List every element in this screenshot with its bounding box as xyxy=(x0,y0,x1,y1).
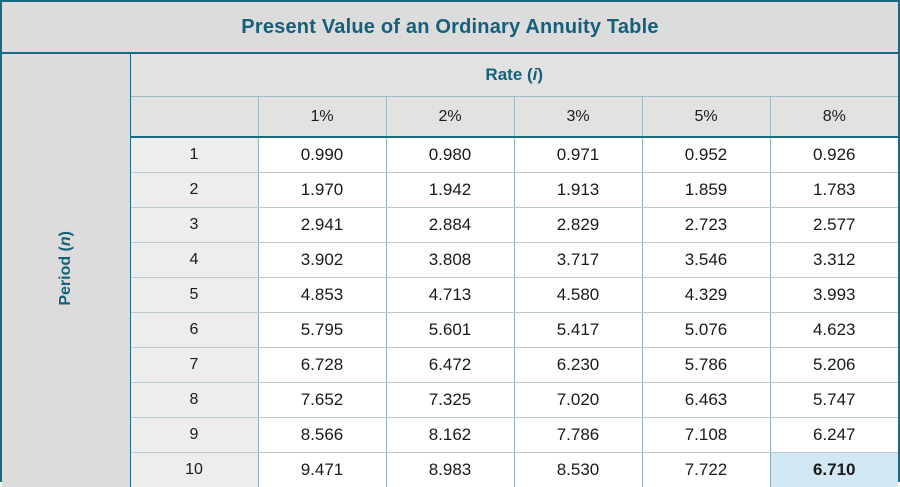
table-row xyxy=(2,137,898,173)
cell-r3-c4: 2.723 xyxy=(642,208,770,243)
cell-r6-c4: 5.076 xyxy=(642,313,770,348)
table-row xyxy=(2,313,898,348)
cell-r5-c3: 4.580 xyxy=(514,278,642,313)
cell-r9-c5: 6.247 xyxy=(770,418,898,453)
period-label-prefix: Period ( xyxy=(57,246,74,306)
column-header-rate-4: 5% xyxy=(642,97,770,138)
rate-header-prefix: Rate ( xyxy=(485,65,532,84)
cell-r9-c4: 7.108 xyxy=(642,418,770,453)
row-period-2: 2 xyxy=(130,173,258,208)
cell-r6-c1: 5.795 xyxy=(258,313,386,348)
cell-r1-c1: 0.990 xyxy=(258,137,386,173)
rate-header-suffix: ) xyxy=(537,65,543,84)
cell-r9-c2: 8.162 xyxy=(386,418,514,453)
cell-r6-c5: 4.623 xyxy=(770,313,898,348)
page-title: Present Value of an Ordinary Annuity Table xyxy=(2,2,898,53)
cell-r1-c3: 0.971 xyxy=(514,137,642,173)
cell-r6-c3: 5.417 xyxy=(514,313,642,348)
cell-r4-c5: 3.312 xyxy=(770,243,898,278)
row-period-7: 7 xyxy=(130,348,258,383)
cell-r2-c5: 1.783 xyxy=(770,173,898,208)
cell-r1-c2: 0.980 xyxy=(386,137,514,173)
cell-r7-c2: 6.472 xyxy=(386,348,514,383)
cell-r9-c3: 7.786 xyxy=(514,418,642,453)
cell-r7-c5: 5.206 xyxy=(770,348,898,383)
row-period-10: 10 xyxy=(130,453,258,487)
cell-r2-c2: 1.942 xyxy=(386,173,514,208)
row-period-3: 3 xyxy=(130,208,258,243)
cell-r7-c4: 5.786 xyxy=(642,348,770,383)
cell-r4-c1: 3.902 xyxy=(258,243,386,278)
cell-r8-c4: 6.463 xyxy=(642,383,770,418)
cell-r10-c3: 8.530 xyxy=(514,453,642,487)
rate-header-row xyxy=(2,53,898,97)
cell-r8-c2: 7.325 xyxy=(386,383,514,418)
table-row xyxy=(2,173,898,208)
cell-r3-c1: 2.941 xyxy=(258,208,386,243)
cell-r4-c4: 3.546 xyxy=(642,243,770,278)
cell-r10-c1: 9.471 xyxy=(258,453,386,487)
present-value-annuity-table xyxy=(2,2,898,487)
cell-r1-c4: 0.952 xyxy=(642,137,770,173)
row-period-8: 8 xyxy=(130,383,258,418)
column-header-rate-5: 8% xyxy=(770,97,898,138)
cell-r2-c3: 1.913 xyxy=(514,173,642,208)
table-row xyxy=(2,243,898,278)
column-header-rate-2: 2% xyxy=(386,97,514,138)
cell-r5-c5: 3.993 xyxy=(770,278,898,313)
cell-r4-c2: 3.808 xyxy=(386,243,514,278)
table-body xyxy=(2,2,898,487)
row-period-4: 4 xyxy=(130,243,258,278)
table-row xyxy=(2,348,898,383)
cell-r6-c2: 5.601 xyxy=(386,313,514,348)
cell-r3-c2: 2.884 xyxy=(386,208,514,243)
title-row xyxy=(2,2,898,53)
cell-r10-c4: 7.722 xyxy=(642,453,770,487)
cell-r3-c3: 2.829 xyxy=(514,208,642,243)
column-header-row xyxy=(2,97,898,138)
cell-r9-c1: 8.566 xyxy=(258,418,386,453)
cell-r5-c2: 4.713 xyxy=(386,278,514,313)
column-header-rate-3: 3% xyxy=(514,97,642,138)
column-header-blank xyxy=(130,97,258,138)
period-label-variable: n xyxy=(57,236,74,246)
column-header-rate-1: 1% xyxy=(258,97,386,138)
cell-r2-c4: 1.859 xyxy=(642,173,770,208)
table-row xyxy=(2,278,898,313)
table-row xyxy=(2,418,898,453)
period-label-suffix: ) xyxy=(57,231,74,236)
table-row xyxy=(2,208,898,243)
cell-r8-c1: 7.652 xyxy=(258,383,386,418)
row-period-6: 6 xyxy=(130,313,258,348)
row-period-5: 5 xyxy=(130,278,258,313)
row-period-1: 1 xyxy=(130,137,258,173)
cell-r10-c5-highlighted: 6.710 xyxy=(770,453,898,487)
cell-r8-c5: 5.747 xyxy=(770,383,898,418)
cell-r7-c3: 6.230 xyxy=(514,348,642,383)
cell-r8-c3: 7.020 xyxy=(514,383,642,418)
period-axis-label xyxy=(2,53,130,487)
cell-r5-c1: 4.853 xyxy=(258,278,386,313)
cell-r3-c5: 2.577 xyxy=(770,208,898,243)
row-period-9: 9 xyxy=(130,418,258,453)
rate-header xyxy=(130,53,898,97)
cell-r2-c1: 1.970 xyxy=(258,173,386,208)
cell-r4-c3: 3.717 xyxy=(514,243,642,278)
rate-header-variable: i xyxy=(533,65,538,84)
table-row xyxy=(2,383,898,418)
cell-r1-c5: 0.926 xyxy=(770,137,898,173)
cell-r5-c4: 4.329 xyxy=(642,278,770,313)
cell-r10-c2: 8.983 xyxy=(386,453,514,487)
period-axis-text xyxy=(58,231,74,306)
cell-r7-c1: 6.728 xyxy=(258,348,386,383)
